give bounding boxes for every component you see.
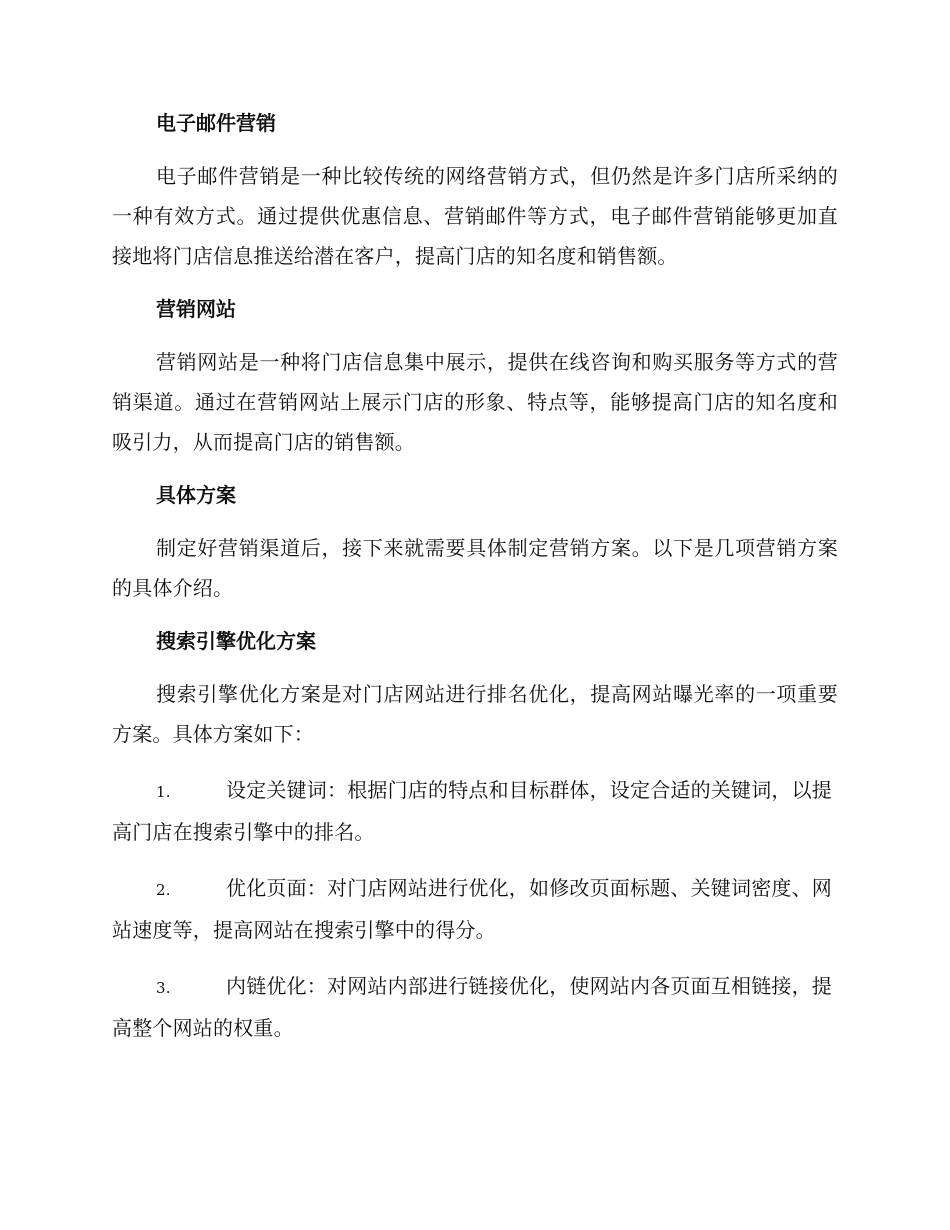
- section-heading-seo-plan: 搜索引擎优化方案: [156, 629, 316, 653]
- list-item: [112, 770, 838, 852]
- section-paragraph-email-marketing: 电子邮件营销是一种比较传统的网络营销方式，但仍然是许多门店所采纳的一种有效方式。通过提供优惠信息、营销邮件等方式，电子邮件营销能够更加直接地将门店信息推送给潜在客户，提高门店的知名度和销售额。: [112, 164, 838, 268]
- list-item: [112, 966, 838, 1048]
- section-paragraph-marketing-website: 营销网站是一种将门店信息集中展示，提供在线咨询和购买服务等方式的营销渠道。通过在营销网站上展示门店的形象、特点等，能够提高门店的知名度和吸引力，从而提高门店的销售额。: [112, 350, 838, 454]
- list-item-text: 内链优化：对网站内部进行链接优化，使网站内各页面互相链接，提高整个网站的权重。: [112, 974, 832, 1040]
- section-heading-email-marketing: 电子邮件营销: [156, 111, 276, 135]
- section-heading-specific-plan: 具体方案: [156, 483, 236, 507]
- list-item: [112, 868, 838, 950]
- section-paragraph-seo-plan: 搜索引擎优化方案是对门店网站进行排名优化，提高网站曝光率的一项重要方案。具体方案如下：: [112, 682, 838, 746]
- section-heading-marketing-website: 营销网站: [156, 297, 236, 321]
- section-paragraph-specific-plan: 制定好营销渠道后，接下来就需要具体制定营销方案。以下是几项营销方案的具体介绍。: [112, 536, 838, 600]
- list-item-number: 3.: [156, 979, 171, 997]
- list-item-text: 优化页面：对门店网站进行优化，如修改页面标题、关键词密度、网站速度等，提高网站在搜索引擎中的得分。: [112, 876, 832, 942]
- list-item-number: 1.: [156, 783, 171, 801]
- list-item-text: 设定关键词：根据门店的特点和目标群体，设定合适的关键词，以提高门店在搜索引擎中的排名。: [112, 778, 832, 844]
- list-item-number: 2.: [156, 881, 171, 899]
